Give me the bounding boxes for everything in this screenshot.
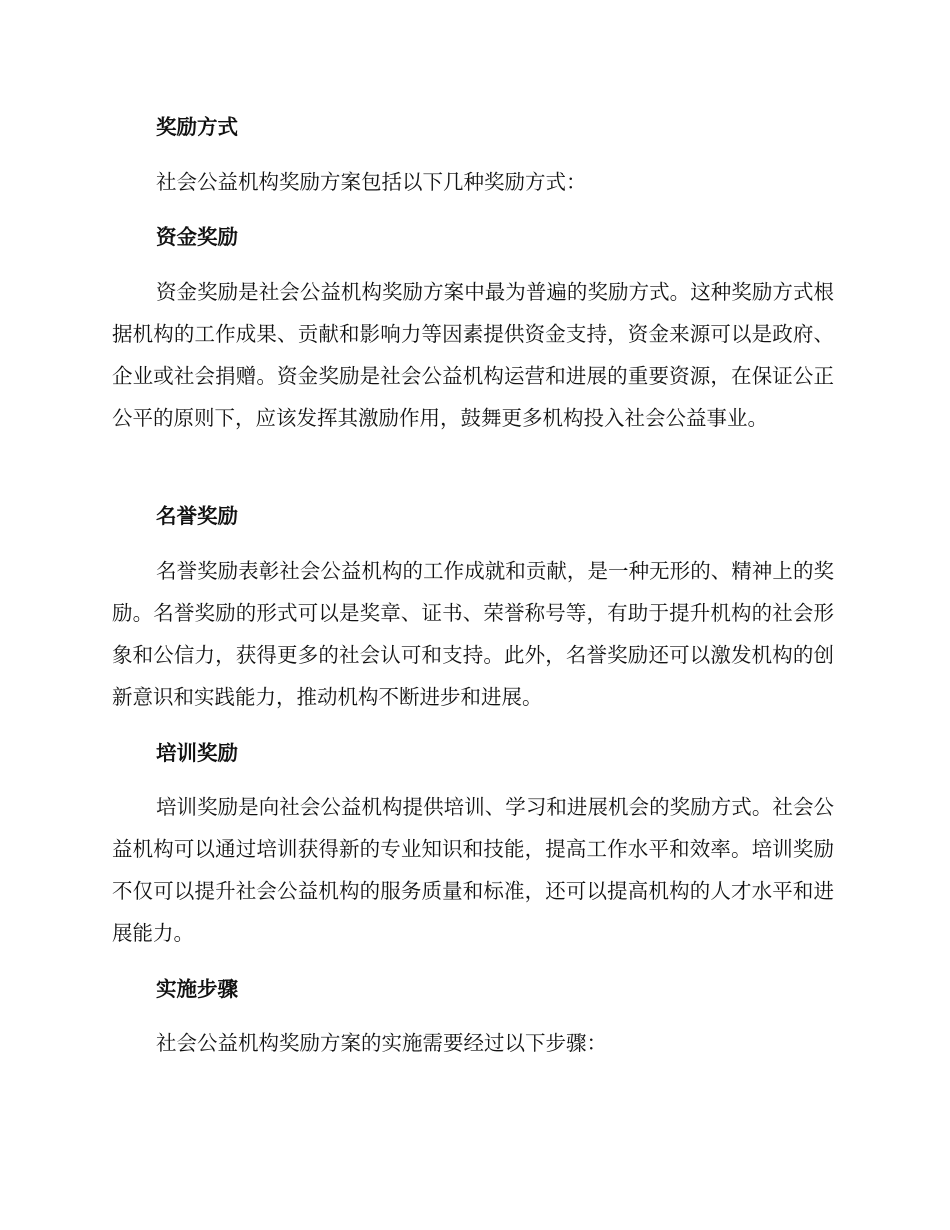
section-paragraph-training-reward: 培训奖励是向社会公益机构提供培训、学习和进展机会的奖励方式。社会公益机构可以通过培训获得新的专业知识和技能，提高工作水平和效率。培训奖励不仅可以提升社会公益机构的服务质量和标准，还可以提高机构的人才水平和进展能力。	[112, 795, 834, 945]
section-paragraph-reward-methods: 社会公益机构奖励方案包括以下几种奖励方式：	[156, 170, 587, 194]
section-heading-honor-reward: 名誉奖励	[156, 504, 238, 528]
section-paragraph-implementation-steps: 社会公益机构奖励方案的实施需要经过以下步骤：	[156, 1031, 607, 1055]
section-paragraph-funding-reward: 资金奖励是社会公益机构奖励方案中最为普遍的奖励方式。这种奖励方式根据机构的工作成果、贡献和影响力等因素提供资金支持，资金来源可以是政府、企业或社会捐赠。资金奖励是社会公益机构运营和进展的重要资源，在保证公正公平的原则下，应该发挥其激励作用，鼓舞更多机构投入社会公益事业。	[112, 280, 834, 430]
section-heading-funding-reward: 资金奖励	[156, 225, 238, 249]
section-heading-implementation-steps: 实施步骤	[156, 977, 238, 1001]
section-heading-reward-methods: 奖励方式	[156, 115, 238, 139]
section-paragraph-honor-reward: 名誉奖励表彰社会公益机构的工作成就和贡献，是一种无形的、精神上的奖励。名誉奖励的形式可以是奖章、证书、荣誉称号等，有助于提升机构的社会形象和公信力，获得更多的社会认可和支持。此外，名誉奖励还可以激发机构的创新意识和实践能力，推动机构不断进步和进展。	[112, 559, 834, 709]
section-heading-training-reward: 培训奖励	[156, 741, 238, 765]
